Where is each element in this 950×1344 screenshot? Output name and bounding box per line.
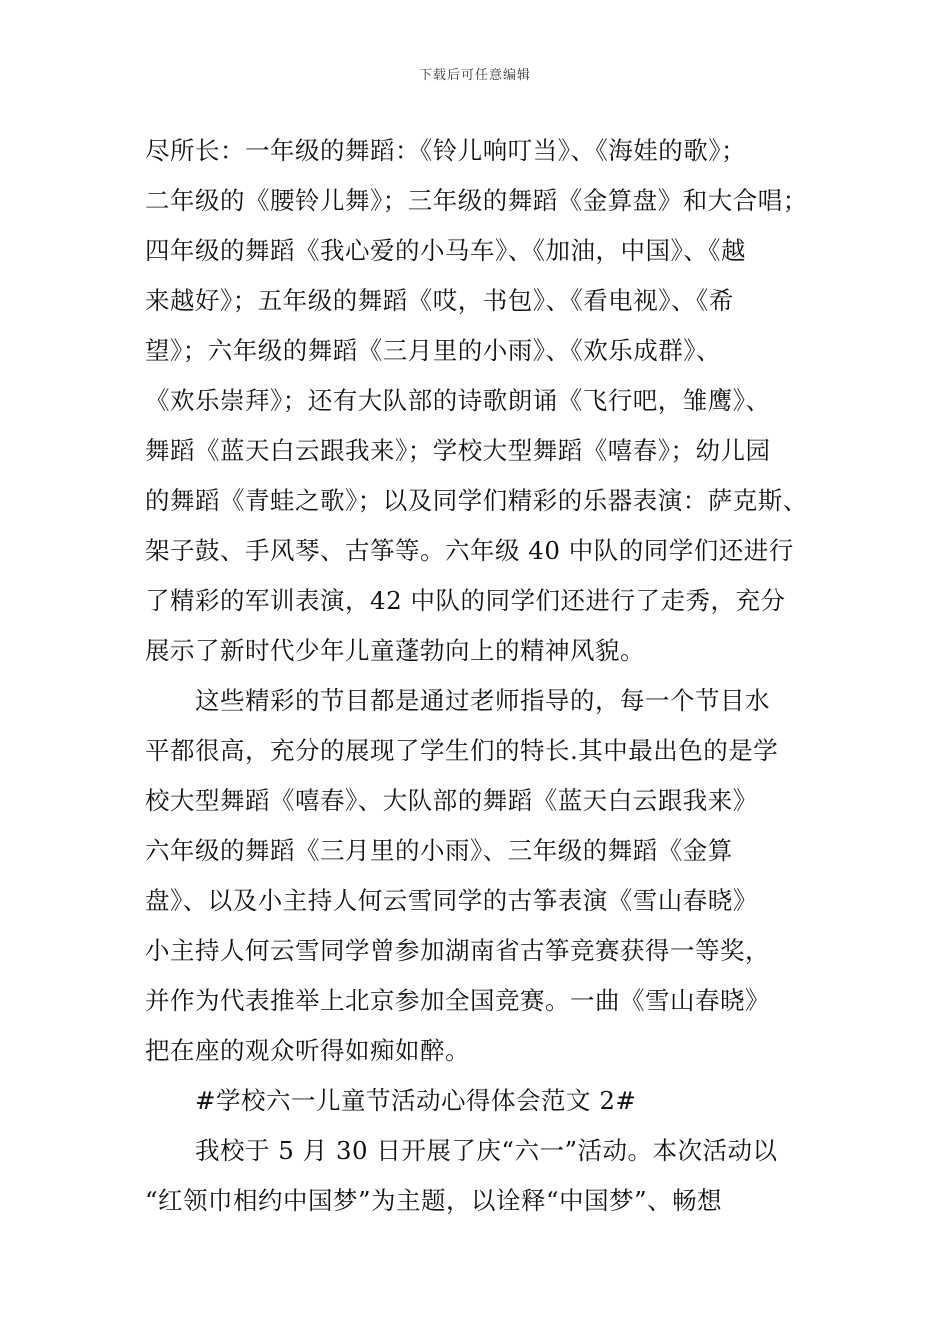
section-heading: #学校六一儿童节活动心得体会范文 2# (145, 1086, 637, 1115)
text-line: 《欢乐崇拜》；还有大队部的诗歌朗诵《飞行吧，雏鹰》、 (145, 386, 771, 415)
text-line: 并作为代表推举上北京参加全国竞赛。一曲《雪山春晓》 (145, 986, 770, 1015)
text-line: 二年级的《腰铃儿舞》；三年级的舞蹈《金算盘》和大合唱； (145, 186, 808, 215)
text-line: 盘》、以及小主持人何云雪同学的古筝表演《雪山春晓》 (145, 886, 758, 915)
text-line: 把在座的观众听得如痴如醉。 (145, 1036, 470, 1065)
text-line: 了精彩的军训表演，42 中队的同学们还进行了走秀，充分 (145, 586, 786, 615)
text-line: 校大型舞蹈《嘻春》、大队部的舞蹈《蓝天白云跟我来》 (145, 786, 758, 815)
text-line: 尽所长：一年级的舞蹈：《铃儿响叮当》、《海娃的歌》； (145, 136, 746, 165)
text-line: 这些精彩的节目都是通过老师指导的，每一个节目水 (145, 686, 770, 715)
text-line: 四年级的舞蹈《我心爱的小马车》、《加油，中国》、《越 (145, 236, 746, 265)
text-line: 小主持人何云雪同学曾参加湖南省古筝竞赛获得一等奖， (145, 936, 770, 965)
text-line: 望》；六年级的舞蹈《三月里的小雨》、《欢乐成群》、 (145, 336, 721, 365)
page-header-note: 下载后可任意编辑 (418, 68, 531, 83)
text-line: 六年级的舞蹈《三月里的小雨》、三年级的舞蹈《金算 (145, 836, 733, 865)
text-line: 我校于 5 月 30 日开展了庆“六一”活动。本次活动以 (145, 1136, 778, 1165)
text-line: 来越好》；五年级的舞蹈《哎，书包》、《看电视》、《希 (145, 286, 734, 315)
text-line: 的舞蹈《青蛙之歌》；以及同学们精彩的乐器表演：萨克斯、 (145, 486, 808, 515)
text-line: 展示了新时代少年儿童蓬勃向上的精神风貌。 (145, 636, 645, 665)
text-line: 舞蹈《蓝天白云跟我来》；学校大型舞蹈《嘻春》；幼儿园 (145, 436, 771, 465)
text-line: “红领巾相约中国梦”为主题，以诠释“中国梦”、畅想 (145, 1186, 723, 1215)
text-line: 架子鼓、手风琴、古筝等。六年级 40 中队的同学们还进行 (145, 536, 794, 565)
text-line: 平都很高，充分的展现了学生们的特长.其中最出色的是学 (145, 736, 779, 765)
document-body (145, 126, 835, 1226)
